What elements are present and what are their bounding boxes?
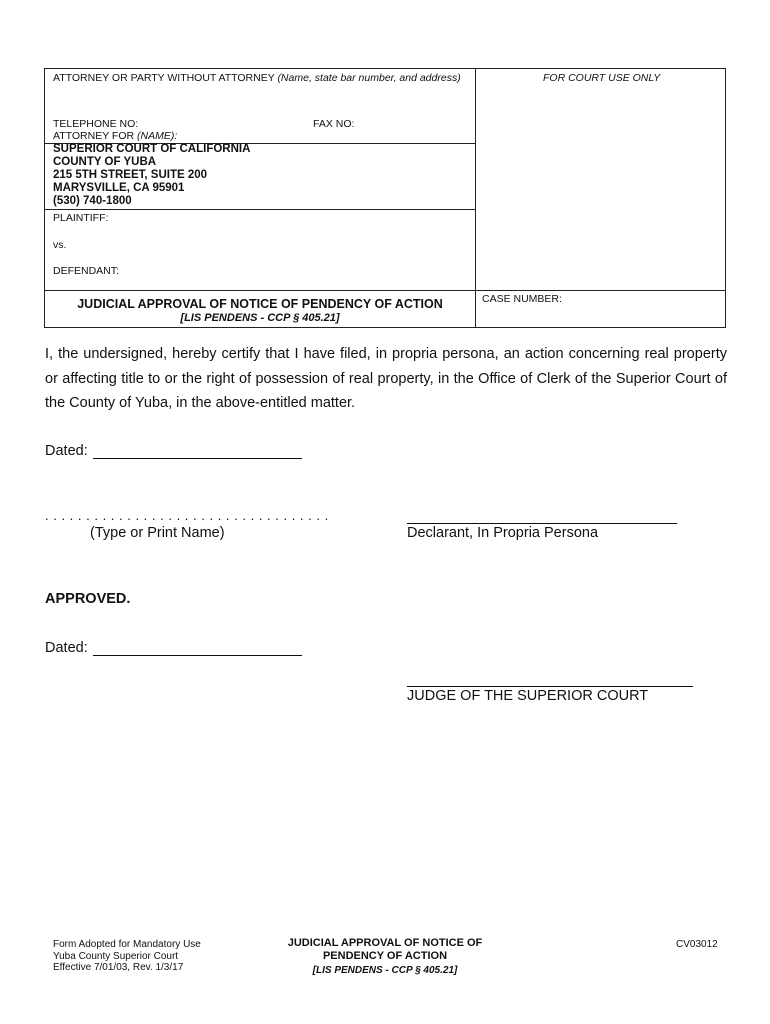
plaintiff-label: PLAINTIFF: — [53, 212, 109, 224]
print-name-label: (Type or Print Name) — [90, 525, 225, 541]
court-use-label: FOR COURT USE ONLY — [543, 72, 661, 84]
divider-line — [45, 209, 475, 210]
certification-text: I, the undersigned, hereby certify that I have filed, in propria persona, an action concerning real property or affecting title to or the right of possession of real property, in the Office of Clerk of the Superior Court of the County of Yuba, in the above-entitled matter. — [45, 346, 727, 411]
footer-subtitle: [LIS PENDENS - CCP § 405.21] — [312, 965, 458, 976]
footer-line: Yuba County Superior Court — [53, 950, 179, 962]
court-street: 215 5TH STREET, SUITE 200 — [53, 169, 208, 181]
approval-date-line — [93, 655, 302, 656]
footer-form-info — [53, 939, 201, 974]
court-city: MARYSVILLE, CA 95901 — [53, 182, 185, 194]
court-phone: (530) 740-1800 — [53, 195, 132, 207]
form-subtitle: [LIS PENDENS - CCP § 405.21] — [180, 312, 340, 324]
date-signature-line — [93, 458, 302, 459]
declarant-label: Declarant, In Propria Persona — [407, 525, 599, 541]
judge-signature-line — [407, 686, 693, 687]
case-number-label: CASE NUMBER: — [482, 293, 562, 305]
court-county: COUNTY OF YUBA — [53, 156, 157, 168]
form-title: JUDICIAL APPROVAL OF NOTICE OF PENDENCY OF ACTION — [77, 297, 443, 311]
form-code: CV03012 — [676, 939, 718, 950]
footer-line: Effective 7/01/03, Rev. 1/3/17 — [53, 962, 184, 973]
attorney-for-text: ATTORNEY FOR — [53, 130, 135, 142]
dated-label: Dated: — [45, 443, 88, 459]
dated-label-2: Dated: — [45, 640, 88, 656]
caption-divider — [475, 69, 476, 327]
judge-label: JUDGE OF THE SUPERIOR COURT — [407, 688, 649, 704]
attorney-for-hint: (NAME): — [137, 130, 178, 142]
footer-title: JUDICIAL APPROVAL OF NOTICE OF PENDENCY OF ACTION — [287, 937, 483, 962]
attorney-hint: (Name, state bar number, and address) — [277, 72, 461, 84]
footer-line: Form Adopted for Mandatory Use — [53, 939, 201, 950]
fax-label: FAX NO: — [313, 118, 355, 130]
telephone-label: TELEPHONE NO: — [53, 118, 139, 130]
court-address — [53, 143, 250, 208]
defendant-label: DEFENDANT: — [53, 265, 119, 277]
attorney-label: ATTORNEY OR PARTY WITHOUT ATTORNEY — [53, 72, 275, 84]
vs-label: vs. — [53, 239, 67, 251]
name-dots: . . . . . . . . . . . . . . . . . . . . . . . . . . . . . . . . . . . — [45, 508, 329, 523]
court-name: SUPERIOR COURT OF CALIFORNIA — [53, 143, 251, 155]
attorney-for-label — [53, 130, 177, 142]
attorney-field-label — [53, 72, 461, 84]
divider-line — [45, 290, 725, 291]
approved-label: APPROVED. — [45, 591, 131, 607]
caption-box — [44, 68, 726, 328]
declarant-signature-line — [407, 523, 677, 524]
